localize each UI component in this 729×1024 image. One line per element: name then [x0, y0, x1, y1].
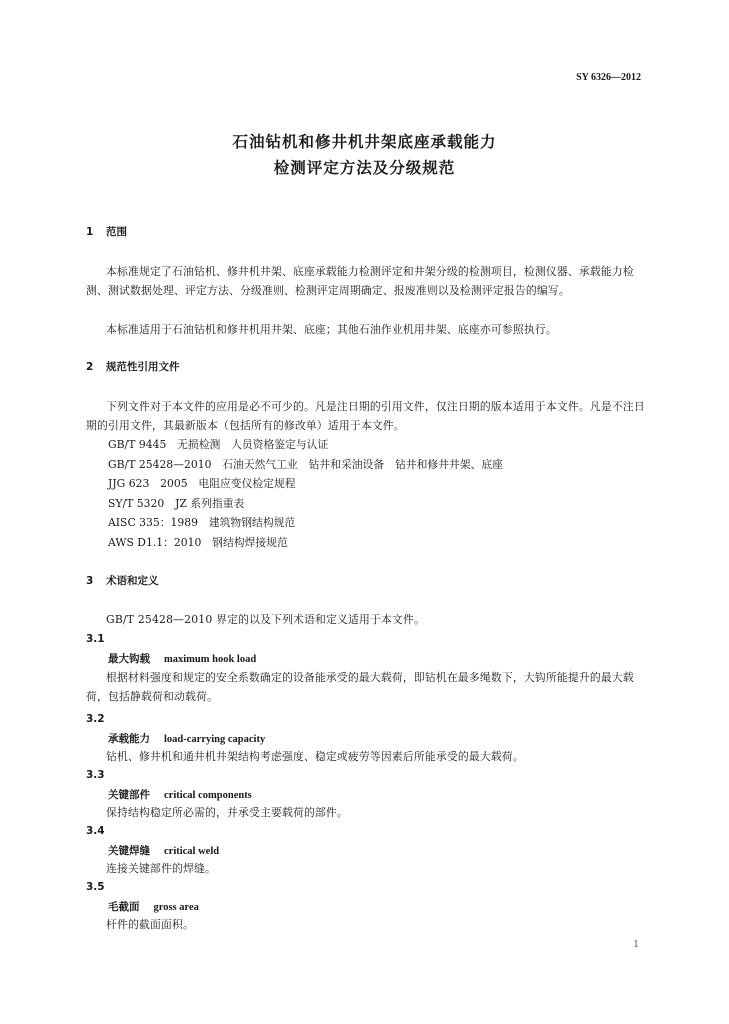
term-definition [86, 859, 646, 878]
term-definition [86, 747, 646, 766]
term-chinese: 承载能力 [108, 733, 150, 745]
term-heading [108, 652, 256, 667]
section-3-paragraph-1 [86, 610, 646, 629]
term-heading [108, 900, 199, 915]
term-chinese: 关键部件 [108, 789, 150, 801]
term-number: 3.2 [86, 713, 105, 725]
reference-item: SY/T 5320 JZ 系列指重表 [108, 497, 245, 510]
paragraph-text: GB/T 25428—2010 界定的以及下列术语和定义适用于本文件。 [106, 613, 426, 626]
term-heading [108, 844, 219, 859]
reference-item: AISC 335：1989 建筑物钢结构规范 [108, 516, 296, 529]
reference-item: GB/T 9445 无损检测 人员资格鉴定与认证 [108, 438, 329, 451]
section-number: 2 [86, 361, 94, 373]
definition-text: 连接关键部件的焊缝。 [106, 862, 216, 875]
reference-item: AWS D1.1：2010 钢结构焊接规范 [108, 536, 288, 549]
paragraph-text: 本标准适用于石油钻机和修井机用井架、底座；其他石油作业机用井架、底座亦可参照执行。 [106, 323, 557, 336]
section-number: 1 [86, 226, 94, 238]
term-chinese: 毛截面 [108, 901, 140, 913]
term-chinese: 关键焊缝 [108, 845, 150, 857]
term-definition [86, 668, 646, 706]
term-number: 3.1 [86, 633, 105, 645]
section-title: 规范性引用文件 [106, 361, 180, 373]
reference-item: JJG 623 2005 电阻应变仪检定规程 [108, 477, 296, 490]
term-number: 3.3 [86, 769, 105, 781]
term-number: 3.4 [86, 825, 105, 837]
definition-text: 钻机、修井机和通井机井架结构考虑强度、稳定或疲劳等因素后所能承受的最大载荷。 [106, 750, 524, 763]
section-title: 范围 [106, 226, 127, 238]
term-english: gross area [153, 902, 199, 913]
section-1-paragraph-2 [86, 320, 646, 339]
standard-code: SY 6326—2012 [576, 72, 641, 83]
document-title-line1: 石油钻机和修井机井架底座承载能力 [232, 133, 497, 151]
term-chinese: 最大钩载 [108, 653, 150, 665]
section-2-paragraph-1 [86, 397, 646, 435]
term-english: load-carrying capacity [164, 734, 266, 745]
document-title-line2: 检测评定方法及分级规范 [273, 159, 456, 177]
section-1-paragraph-1 [86, 262, 646, 300]
paragraph-text: 下列文件对于本文件的应用是必不可少的。凡是注日期的引用文件，仅注日期的版本适用于本文件。凡是不注日期的引用文件，其最新版本（包括所有的修改单）适用于本文件。 [86, 400, 645, 432]
definition-text: 根据材料强度和规定的安全系数确定的设备能承受的最大载荷，即钻机在最多绳数下，大钩所能提升的最大载荷，包括静载荷和动载荷。 [86, 671, 634, 703]
term-english: critical components [164, 790, 252, 801]
term-english: maximum hook load [164, 654, 257, 665]
paragraph-text: 本标准规定了石油钻机、修井机井架、底座承载能力检测评定和井架分级的检测项目，检测仪器、承载能力检测、测试数据处理、评定方法、分级准则、检测评定周期确定、报废准则以及检测评定报告的编写。 [86, 265, 634, 297]
section-1-heading [86, 225, 127, 239]
reference-item: GB/T 25428—2010 石油天然气工业 钻井和采油设备 钻井和修井井架、底座 [108, 458, 503, 471]
page-number: 1 [633, 940, 639, 950]
section-3-heading [86, 574, 159, 588]
term-number: 3.5 [86, 881, 105, 893]
definition-text: 保持结构稳定所必需的，并承受主要载荷的部件。 [106, 806, 348, 819]
term-definition [86, 803, 646, 822]
term-definition [86, 915, 646, 934]
term-heading [108, 788, 252, 803]
section-2-heading [86, 360, 180, 374]
term-heading [108, 732, 265, 747]
section-title: 术语和定义 [106, 575, 159, 587]
section-number: 3 [86, 575, 94, 587]
term-english: critical weld [164, 846, 220, 857]
definition-text: 杆件的截面面积。 [106, 918, 194, 931]
